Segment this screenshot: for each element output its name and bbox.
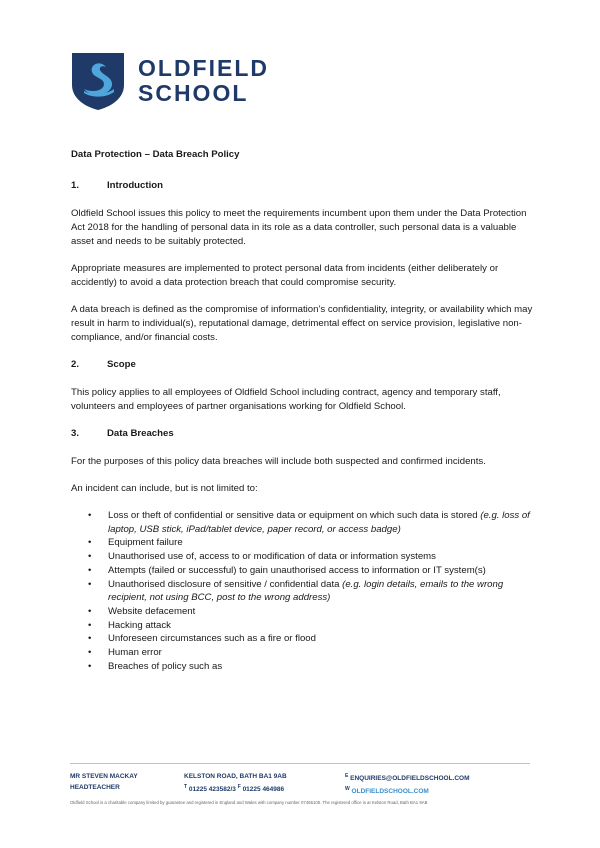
headteacher-name: MR STEVEN MACKAY [70, 773, 138, 780]
section-number: 1. [71, 180, 80, 191]
paragraph: A data breach is defined as the compromise of information’s confidentiality, integrity, or availability which may result in harm to individual(s), reputational damage, detrimental effect on service provision, legislative non-compliance, and/or financial costs. [71, 304, 533, 343]
section-number: 3. [71, 428, 80, 439]
document-title: Data Protection – Data Breach Policy [71, 149, 240, 160]
school-wordmark [138, 56, 269, 106]
section-heading-data-breaches [71, 427, 541, 441]
list-item: • Equipment failure [108, 536, 541, 550]
document-body [71, 148, 541, 673]
list-item: • Unauthorised disclosure of sensitive / confidential data (e.g. login details, emails to the wrong recipient, not using BCC, post to the wrong address) [108, 578, 541, 605]
paragraph: This policy applies to all employees of Oldfield School including contract, agency and temporary staff, volunteers and employees of partner organisations working for Oldfield School. [71, 387, 501, 412]
paragraph: Oldfield School issues this policy to meet the requirements incumbent upon them under the Data Protection Act 2018 for the handling of personal data in its role as a data controller, such personal data is a valuable asset and needs to be suitably protected. [71, 208, 527, 247]
phone-numbers: $^T$ 01225 423582/3 $^F$ 01225 464986 [184, 784, 285, 794]
footer-online [345, 771, 470, 797]
section-title: Introduction [107, 180, 163, 191]
section-heading-scope [71, 358, 541, 372]
paragraph: An incident can include, but is not limited to: [71, 483, 258, 494]
headteacher-role: HEADTEACHER [70, 784, 120, 791]
school-name-line1: OLDFIELD [138, 55, 269, 81]
website-link[interactable]: $^W$ OLDFIELDSCHOOL.COM [345, 786, 429, 796]
footer-contact-person [70, 771, 138, 793]
swan-shield-icon [70, 51, 126, 111]
list-item: • Breaches of policy such as [108, 660, 541, 674]
list-item: • Attempts (failed or successful) to gain unauthorised access to information or IT system(s) [108, 564, 541, 578]
list-item: • Unauthorised use of, access to or modification of data or information systems [108, 550, 541, 564]
school-name-line2: SCHOOL [138, 80, 249, 106]
address: KELSTON ROAD, BATH BA1 9AB [184, 773, 287, 780]
footer-divider [70, 763, 530, 764]
list-item: • Website defacement [108, 605, 541, 619]
list-item: • Unforeseen circumstances such as a fire or flood [108, 632, 541, 646]
school-logo [70, 51, 269, 111]
incident-list [71, 509, 541, 673]
paragraph: Appropriate measures are implemented to protect personal data from incidents (either deliberately or accidently) to avoid a data protection breach that could compromise security. [71, 263, 499, 288]
list-item: • Loss or theft of confidential or sensitive data or equipment on which such data is stored (e.g. loss of laptop, USB stick, iPad/tablet device, paper record, or access badge) [108, 509, 541, 536]
list-item: • Hacking attack [108, 619, 541, 633]
legal-notice: Oldfield School is a charitable company limited by guarantee and registered in England and Wales with company number 07465105. The registered office is at Kelston Road, Bath BA1 9AB [70, 800, 428, 805]
section-number: 2. [71, 359, 80, 370]
section-title: Scope [107, 359, 136, 370]
paragraph: For the purposes of this policy data breaches will include both suspected and confirmed incidents. [71, 456, 486, 467]
section-title: Data Breaches [107, 428, 174, 439]
list-item: • Human error [108, 646, 541, 660]
footer-address [184, 771, 287, 795]
section-heading-introduction [71, 179, 541, 193]
email-link[interactable]: $^E$ ENQUIRIES@OLDFIELDSCHOOL.COM [345, 773, 470, 783]
